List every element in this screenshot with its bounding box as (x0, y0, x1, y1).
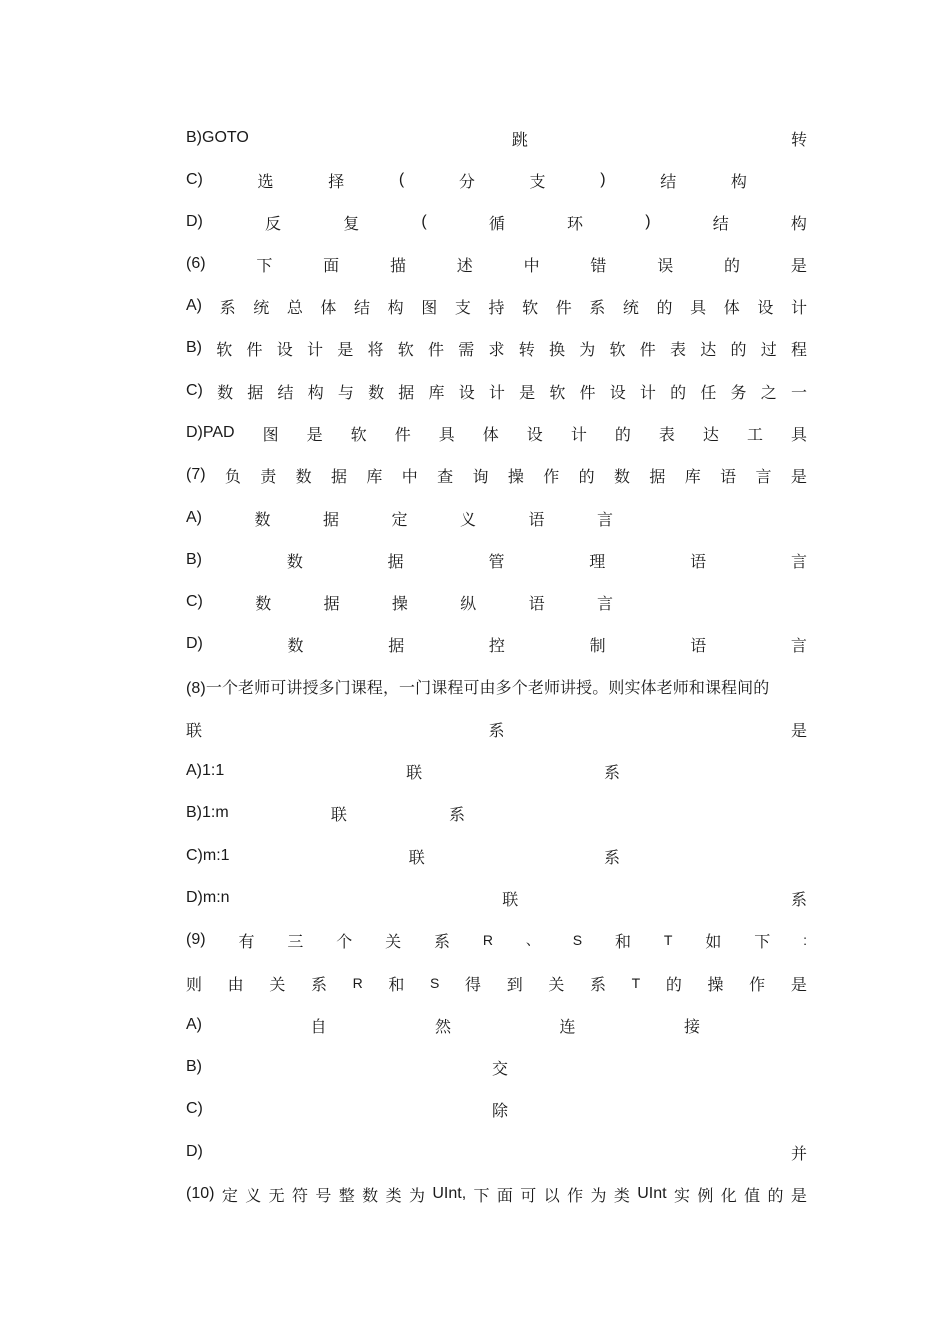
text-token: 数 (295, 468, 312, 486)
text-token: 结 (354, 299, 371, 317)
text-token: 是 (790, 722, 807, 740)
text-token: 数 (217, 384, 234, 402)
text-token: 言 (596, 511, 613, 529)
text-token: R (352, 975, 363, 991)
text-token: 无 (268, 1187, 285, 1205)
text-token: 数 (287, 637, 304, 655)
text-line (186, 716, 807, 742)
text-token: 件 (639, 341, 656, 359)
text-token: 达 (700, 341, 717, 359)
text-token: 然 (434, 1018, 451, 1036)
text-token: 言 (596, 595, 613, 613)
text-token: 错 (590, 257, 607, 275)
text-line (186, 547, 807, 573)
text-token: 件 (555, 299, 572, 317)
text-token: (6) (186, 255, 206, 272)
text-token: 过 (760, 341, 777, 359)
text-line (186, 167, 747, 193)
text-token: ( (398, 171, 405, 188)
text-token: 面 (323, 257, 340, 275)
text-line (186, 505, 613, 531)
text-segment: (8)一个老师可讲授多门课程，一门课程可由多个老师讲授。则实体老师和课程间的 (186, 679, 770, 697)
text-token: 构 (790, 215, 807, 233)
text-token: 设 (757, 299, 774, 317)
text-token: 符 (292, 1187, 309, 1205)
text-token: 与 (337, 384, 354, 402)
text-token: 联 (406, 764, 423, 782)
text-token: 联 (186, 722, 203, 740)
text-line (186, 1096, 508, 1122)
text-token: 据 (331, 468, 348, 486)
text-token: 是 (790, 976, 807, 994)
text-token: 言 (790, 637, 807, 655)
text-token: 件 (394, 426, 411, 444)
text-token: 个 (336, 933, 353, 951)
text-token: D)m:n (186, 889, 230, 906)
text-token: 件 (579, 384, 596, 402)
text-token: 连 (559, 1018, 576, 1036)
text-token: D)PAD (186, 424, 235, 441)
text-token: 据 (387, 553, 404, 571)
text-token: 如 (705, 933, 722, 951)
text-token: 以 (543, 1187, 560, 1205)
text-token: 三 (287, 933, 304, 951)
text-token: B) (186, 1058, 202, 1075)
text-token: 负 (224, 468, 241, 486)
text-token: 、 (525, 932, 540, 948)
text-line (186, 1139, 807, 1165)
text-token: 语 (720, 468, 737, 486)
text-token: 环 (567, 215, 584, 233)
text-token: 类 (385, 1187, 402, 1205)
text-token: 软 (397, 341, 414, 359)
text-token: 构 (387, 299, 404, 317)
text-token: 联 (502, 891, 519, 909)
text-token: 中 (523, 257, 540, 275)
text-token: 接 (683, 1018, 700, 1036)
text-line (186, 970, 807, 996)
text-token: 为 (408, 1187, 425, 1205)
text-token: C) (186, 1100, 203, 1117)
text-token: 的 (724, 257, 741, 275)
text-token: S (572, 932, 583, 948)
text-token: 下 (754, 933, 771, 951)
text-token: 计 (639, 384, 656, 402)
text-token: 统 (253, 299, 270, 317)
text-token: 据 (322, 511, 339, 529)
text-line (186, 209, 807, 235)
text-token: 数 (254, 511, 271, 529)
text-token: C) (186, 382, 203, 399)
text-token: 为 (579, 341, 596, 359)
text-token: 定 (221, 1187, 238, 1205)
text-token: 号 (315, 1187, 332, 1205)
text-token: 是 (337, 341, 354, 359)
text-token: T (663, 932, 673, 948)
text-token: 构 (307, 384, 324, 402)
text-token: 计 (306, 341, 323, 359)
text-token: 据 (388, 637, 405, 655)
text-token: 件 (246, 341, 263, 359)
text-token: 除 (491, 1102, 508, 1120)
text-token: 设 (526, 426, 543, 444)
text-line (186, 758, 620, 784)
text-token: 将 (367, 341, 384, 359)
text-token: 复 (343, 215, 360, 233)
text-token: 选 (257, 173, 274, 191)
text-token: C) (186, 593, 203, 610)
text-token: A) (186, 509, 202, 526)
text-token: 结 (712, 215, 729, 233)
text-token: (7) (186, 466, 206, 483)
text-line (186, 125, 807, 151)
text-token: 跳 (511, 131, 528, 149)
text-token: 语 (528, 511, 545, 529)
text-token: 误 (657, 257, 674, 275)
text-token: 是 (790, 468, 807, 486)
text-token: 联 (408, 849, 425, 867)
text-token: UInt (637, 1185, 667, 1202)
text-token: 软 (216, 341, 233, 359)
text-token: 定 (391, 511, 408, 529)
text-token: 表 (658, 426, 675, 444)
text-token: 系 (310, 976, 327, 994)
text-token: ( (421, 213, 427, 230)
text-token: 语 (690, 637, 707, 655)
text-token: 库 (366, 468, 383, 486)
text-token: 转 (790, 131, 807, 149)
text-token: 数 (368, 384, 385, 402)
text-token: 结 (277, 384, 294, 402)
text-line (186, 462, 807, 488)
text-token: 面 (496, 1187, 513, 1205)
text-token: 数 (286, 553, 303, 571)
text-token: 据 (247, 384, 264, 402)
text-token: 设 (609, 384, 626, 402)
text-token: 管 (488, 553, 505, 571)
text-token: 例 (697, 1187, 714, 1205)
text-token: B)1:m (186, 804, 229, 821)
text-token: 系 (603, 764, 620, 782)
text-token: 库 (684, 468, 701, 486)
text-token: 描 (389, 257, 406, 275)
text-token: 体 (320, 299, 337, 317)
text-token: 为 (590, 1187, 607, 1205)
text-token: 可 (520, 1187, 537, 1205)
text-token: 是 (790, 1187, 807, 1205)
text-token: 系 (589, 299, 606, 317)
text-token: 的 (665, 976, 682, 994)
text-line (186, 1012, 700, 1038)
text-token: 持 (488, 299, 505, 317)
text-token: 软 (549, 384, 566, 402)
text-token: 软 (522, 299, 539, 317)
text-line (186, 631, 807, 657)
text-token: 支 (529, 173, 546, 191)
text-token: 程 (790, 341, 807, 359)
text-token: 图 (421, 299, 438, 317)
text-token: 的 (670, 384, 687, 402)
text-token: UInt, (432, 1185, 467, 1202)
text-token: 设 (276, 341, 293, 359)
text-token: 则 (186, 976, 203, 994)
text-token: 设 (458, 384, 475, 402)
text-token: (10) (186, 1185, 215, 1202)
text-token: 下 (256, 257, 273, 275)
text-token: 语 (528, 595, 545, 613)
text-token: 由 (227, 976, 244, 994)
text-token: 务 (730, 384, 747, 402)
text-token: 总 (286, 299, 303, 317)
text-token: 一 (790, 384, 807, 402)
text-token: 数 (614, 468, 631, 486)
text-token: 述 (456, 257, 473, 275)
text-token: C)m:1 (186, 847, 230, 864)
text-line (186, 927, 807, 953)
text-token: 达 (702, 426, 719, 444)
text-token: 得 (465, 976, 482, 994)
text-token: 纵 (460, 595, 477, 613)
text-token: 具 (438, 426, 455, 444)
text-token: B)GOTO (186, 129, 249, 146)
text-token: 类 (613, 1187, 630, 1205)
text-token: 图 (262, 426, 279, 444)
text-token: 实 (673, 1187, 690, 1205)
text-token: 计 (488, 384, 505, 402)
text-token: 下 (473, 1187, 490, 1205)
text-token: 需 (458, 341, 475, 359)
text-token: 软 (350, 426, 367, 444)
text-token: 具 (690, 299, 707, 317)
text-token: 中 (401, 468, 418, 486)
text-token: 统 (622, 299, 639, 317)
text-token: 关 (385, 933, 402, 951)
text-token: ) (600, 171, 606, 188)
text-line (186, 420, 807, 446)
text-line (186, 1054, 508, 1080)
text-token: 表 (669, 341, 686, 359)
text-token: 到 (506, 976, 523, 994)
text-token: 系 (219, 299, 236, 317)
text-token: 的 (614, 426, 631, 444)
text-token: 系 (590, 976, 607, 994)
text-token: 任 (700, 384, 717, 402)
text-token: 和 (388, 976, 405, 994)
text-token: 具 (790, 426, 807, 444)
text-token: 责 (260, 468, 277, 486)
text-token: 库 (428, 384, 445, 402)
text-line (186, 673, 807, 699)
text-token: 并 (790, 1145, 807, 1163)
text-token: 反 (265, 215, 282, 233)
text-token: 义 (459, 511, 476, 529)
text-token: 化 (720, 1187, 737, 1205)
text-token: 支 (454, 299, 471, 317)
text-token: S (430, 975, 440, 991)
text-token: A) (186, 297, 202, 314)
text-token: 的 (767, 1187, 784, 1205)
text-token: 工 (746, 426, 763, 444)
text-token: 择 (328, 173, 345, 191)
text-token: D) (186, 635, 203, 652)
text-token: 换 (548, 341, 565, 359)
text-token: 系 (448, 806, 465, 824)
text-token: 是 (306, 426, 323, 444)
text-token: 关 (269, 976, 286, 994)
text-token: 关 (548, 976, 565, 994)
text-token: 分 (458, 173, 475, 191)
text-token: 的 (730, 341, 747, 359)
text-token: 之 (760, 384, 777, 402)
text-token: ) (645, 213, 651, 230)
text-token: 系 (488, 722, 505, 740)
text-token: 语 (690, 553, 707, 571)
text-token: 义 (245, 1187, 262, 1205)
text-line (186, 589, 613, 615)
text-token: R (482, 932, 494, 948)
text-token: 理 (589, 553, 606, 571)
text-token: B) (186, 551, 202, 568)
text-token: B) (186, 339, 202, 356)
text-token: 控 (488, 637, 505, 655)
text-token: 作 (749, 976, 766, 994)
text-line (186, 843, 620, 869)
text-token: 据 (398, 384, 415, 402)
text-token: 系 (434, 933, 451, 951)
text-token: A)1:1 (186, 762, 225, 779)
text-token: 的 (578, 468, 595, 486)
text-token: 是 (519, 384, 536, 402)
text-token: 循 (488, 215, 505, 233)
text-token: T (631, 975, 641, 991)
text-token: 作 (543, 468, 560, 486)
text-token: 制 (589, 637, 606, 655)
text-token: C) (186, 171, 203, 188)
text-token: 值 (744, 1187, 761, 1205)
text-token: 有 (238, 933, 255, 951)
text-token: 言 (755, 468, 772, 486)
text-token: 系 (603, 849, 620, 867)
text-token: 计 (790, 299, 807, 317)
text-token: 操 (391, 595, 408, 613)
text-token: 操 (507, 468, 524, 486)
text-token: (9) (186, 931, 206, 948)
text-token: 数 (255, 595, 272, 613)
text-token: A) (186, 1016, 202, 1033)
text-token: 据 (649, 468, 666, 486)
text-token: 作 (567, 1187, 584, 1205)
text-token: 转 (518, 341, 535, 359)
text-token: 和 (614, 933, 631, 951)
text-token: : (803, 932, 807, 948)
text-token: D) (186, 1143, 203, 1160)
text-line (186, 293, 807, 319)
text-token: 的 (656, 299, 673, 317)
text-token: 结 (660, 173, 677, 191)
text-token: 操 (707, 976, 724, 994)
text-token: 件 (427, 341, 444, 359)
text-line (186, 335, 807, 361)
text-token: 计 (570, 426, 587, 444)
text-token: 体 (723, 299, 740, 317)
text-token: 系 (790, 891, 807, 909)
text-token: 查 (437, 468, 454, 486)
text-token: 体 (482, 426, 499, 444)
text-token: 言 (790, 553, 807, 571)
text-line (186, 378, 807, 404)
text-token: 构 (730, 173, 747, 191)
text-line (186, 800, 465, 826)
text-line (186, 885, 807, 911)
text-token: 据 (323, 595, 340, 613)
text-line (186, 251, 807, 277)
text-token: D) (186, 213, 203, 230)
text-line (186, 1181, 807, 1207)
text-token: 数 (362, 1187, 379, 1205)
text-token: 整 (338, 1187, 355, 1205)
text-token: 交 (491, 1060, 508, 1078)
text-token: 软 (609, 341, 626, 359)
text-token: 联 (330, 806, 347, 824)
text-token: 询 (472, 468, 489, 486)
text-token: 求 (488, 341, 505, 359)
text-token: 自 (310, 1018, 327, 1036)
text-token: 是 (790, 257, 807, 275)
